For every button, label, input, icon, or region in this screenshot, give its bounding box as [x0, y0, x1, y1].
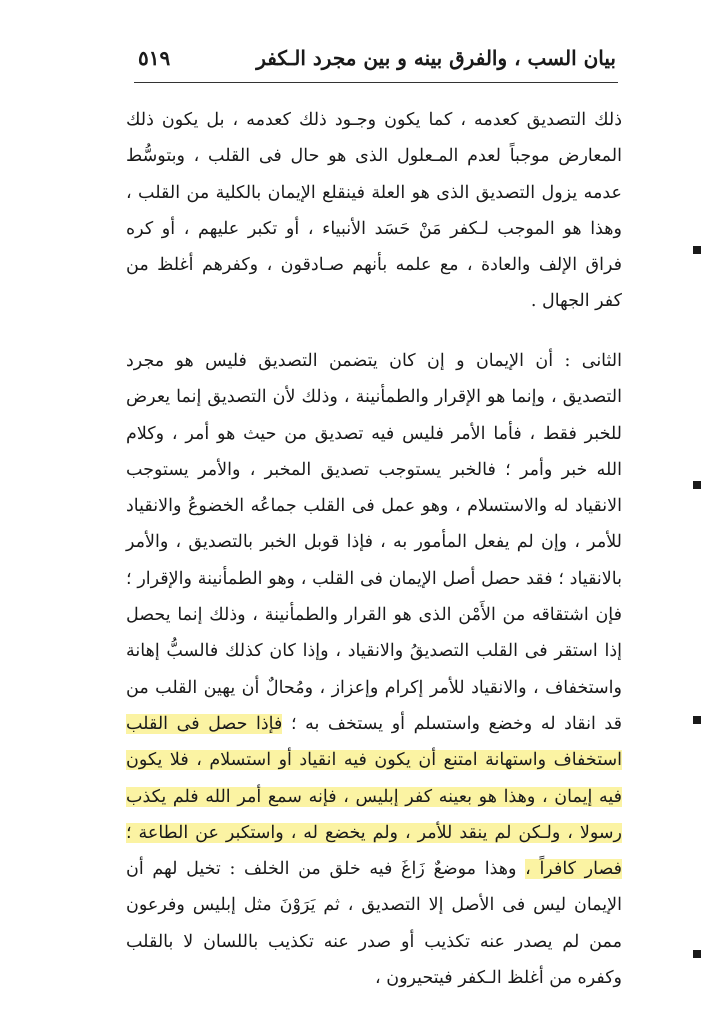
paragraph-2	[126, 343, 622, 996]
margin-mark	[693, 716, 701, 724]
margin-mark	[693, 950, 701, 958]
highlighted-passage: فإذا حصل فى القلب استخفاف واستهانة امتنع أن يكون فيه انقياد أو استسلام ، فلا يكون فيه إيمان ، وهذا هو بعينه كفر إبليس ، فإنه سمع أمر الله فلم يكذب رسولا ، ولـكن لم ينقد للأمر ، ولم يخضع له ، واستكبر عن الطاعة ؛ فصار كافراً ،	[126, 713, 622, 880]
page-number: ٥١٩	[138, 46, 171, 70]
paragraph-2-text-after: وهذا موضعٌ زَاغَ فيه خلق من الخلف : تخيل لهم أن الإيمان ليس فى الأصل إلا التصديق ، ثم يَرَوْنَ مثل إبليس وفرعون ممن لم يصدر عنه تكذيب أو صدر عنه تكذيب باللسان لا بالقلب وكفره من أغلظ الـكفر فيتحيرون ،	[126, 859, 622, 989]
running-title: بيان السب ، والفرق بينه و بين مجرد الـكفر	[256, 46, 616, 70]
paragraph-2-text-before: الثانى : أن الإيمان و إن كان يتضمن التصديق فليس هو مجرد التصديق ، وإنما هو الإقرار والطمأنينة ، وذلك لأن التصديق إنما يعرض للخبر فقط ، فأما الأمر فليس فيه تصديق من حيث هو أمر ، وكلام الله خبر وأمر ؛ فالخبر يستوجب تصديق المخبر ، والأمر يستوجب الانقياد له والاستسلام ، وهو عمل فى القلب جماعُه الخضوعُ والانقياد للأمر ، وإن لم يفعل المأمور به ، فإذا قوبل الخبر بالتصديق ، والأمر بالانقياد ؛ فقد حصل أصل الإيمان فى القلب ، وهو الطمأنينة والإقرار ؛ فإن اشتقاقه من الأَمْن الذى هو القرار والطمأنينة ، وذلك إنما يحصل إذا استقر فى القلب التصديقُ والانقياد ، وإذا كان كذلك فالسبُّ إهانة واستخفاف ، والانقياد للأمر إكرام وإعزاز ، ومُحالٌ أن يهين القلب من قد انقاد له وخضع واستسلم أو يستخف به ؛	[126, 351, 622, 734]
header-rule	[134, 82, 618, 83]
margin-mark	[693, 246, 701, 254]
margin-mark	[693, 481, 701, 489]
paragraph-1: ذلك التصديق كعدمه ، كما يكون وجـود ذلك كعدمه ، بل يكون ذلك المعارض موجباً لعدم المـعلول الذى هو حال فى القلب ، وبتوسُّط عدمه يزول التصديق الذى هو العلة فينقلع الإيمان بالكلية من القلب ، وهذا هو الموجب لـكفر مَنْ حَسَد الأنبياء ، أو تكبر عليهم ، أو كره فراق الإلف والعادة ، مع علمه بأنهم صـادقون ، وكفرهم أغلظ من كفر الجهال .	[126, 110, 622, 312]
running-header	[138, 38, 616, 78]
